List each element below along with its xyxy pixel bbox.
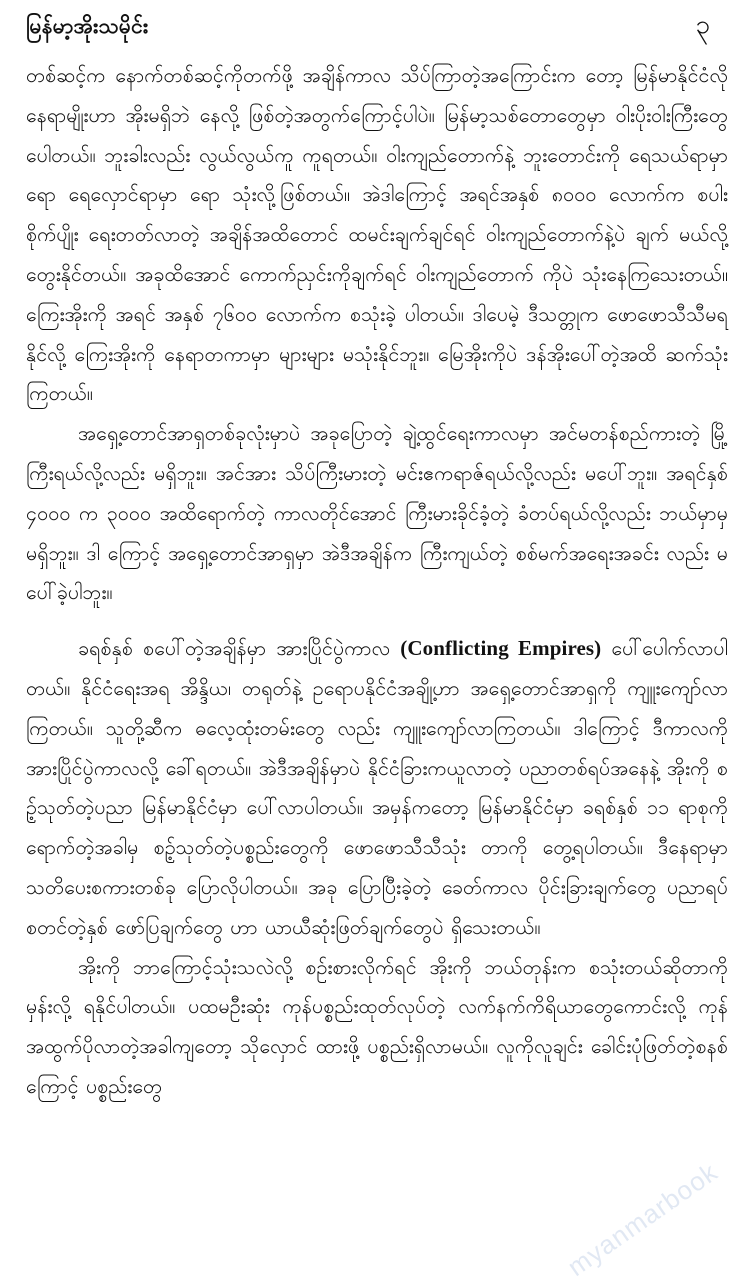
watermark: myanmarbook	[562, 1156, 724, 1282]
paragraph-text: ခရစ်နှစ် စပေါ်တဲ့အချိန်မှာ အားပြိုင်ပွဲကာလ	[78, 637, 401, 661]
body-text	[26, 56, 728, 1107]
paragraph: အိုးကို ဘာကြောင့်သုံးသလဲလို့ စဥ်းစားလိုက်ရင် အိုးကို ဘယ်တုန်းက စသုံးတယ်ဆိုတာကို မှန်းလို့ ရနိုင်ပါတယ်။ ပထမဦးဆုံး ကုန်ပစ္စည်းထုတ်လုပ်တဲ့ လက်နက်ကိရိယာတွေကောင်းလို့ ကုန်အထွက်ပိုလာတဲ့အခါကျတော့ သိုလှောင် ထားဖို့ ပစ္စည်းရှိလာမယ်။ လူကိုလူချင်း ခေါင်းပုံဖြတ်တဲ့စနစ်ကြောင့် ပစ္စည်းတွေ	[26, 955, 728, 1098]
paragraph-text: ပေါ်ပေါက်လာပါတယ်။ နိုင်ငံရေးအရ အိန္ဒိယ၊ တရုတ်နဲ့ ဥရောပနိုင်ငံအချို့ဟာ အရှေ့တောင်အာရှကို ကျူးကျော်လာကြတယ်။ သူတို့ဆီက ဓလေ့ထုံးတမ်းတွေ လည်း ကျူးကျော်လာကြတယ်။ ဒါကြောင့် ဒီကာလကို အားပြိုင်ပွဲကာလလို့ ခေါ်ရတယ်။ အဲဒီအချိန်မှာပဲ နိုင်ငံခြားကယူလာတဲ့ ပညာတစ်ရပ်အနေနဲ့ အိုးကို စဥ့်သုတ်တဲ့ပညာ မြန်မာနိုင်ငံမှာ ပေါ်လာပါတယ်။ အမှန်ကတော့ မြန်မာနိုင်ငံမှာ ခရစ်နှစ် ၁၁ ရာစုကို ရောက်တဲ့အခါမှ စဥ့်သုတ်တဲ့ပစ္စည်းတွေကို ဖောဖောသီသီသုံး တာကို တွေ့ရပါတယ်။ ဒီနေရာမှာ သတိပေးစကားတစ်ခု ပြောလိုပါတယ်။ အခု ပြောပြီးခဲ့တဲ့ ခေတ်ကာလ ပိုင်းခြားချက်တွေ ပညာရပ်စတင်တဲ့နှစ် ဖော်ပြချက်တွေ ဟာ ယာယီဆုံးဖြတ်ချက်တွေပဲ ရှိသေးတယ်။	[26, 637, 729, 939]
latin-term: (Conflicting Empires)	[400, 636, 602, 661]
paragraph	[26, 629, 728, 947]
page-header	[26, 10, 728, 56]
running-head: မြန်မာ့အိုးသမိုင်း	[26, 14, 149, 38]
paragraph: အရှေ့တောင်အာရှတစ်ခုလုံးမှာပဲ အခုပြောတဲ့ ချဲ့ထွင်ရေးကာလမှာ အင်မတန်စည်ကားတဲ့ မြို့ကြီးရယ်လို့လည်း မရှိဘူး။ အင်အား သိပ်ကြီးမားတဲ့ မင်းဧကရာဇ်ရယ်လို့လည်း မပေါ်ဘူး။ အရင်နှစ် ၄၀၀၀ က ၃၀၀၀ အထိရောက်တဲ့ ကာလတိုင်အောင် ကြီးမားခိုင်ခံ့တဲ့ ခံတပ်ရယ်လို့လည်း ဘယ်မှာမှ မရှိဘူး။ ဒါ ကြောင့် အရှေ့တောင်အာရှမှာ အဲဒီအချိန်က ကြီးကျယ်တဲ့ စစ်မက်အရေးအခင်း လည်း မပေါ်ခဲ့ပါဘူး။	[26, 422, 728, 605]
page-number: ၃	[695, 10, 710, 40]
paragraph: တစ်ဆင့်က နောက်တစ်ဆင့်ကိုတက်ဖို့ အချိန်ကာလ သိပ်ကြာတဲ့အကြောင်းက တော့ မြန်မာနိုင်ငံလို နေရာမျိုးဟာ အိုးမရှိဘဲ နေလို့ ဖြစ်တဲ့အတွက်ကြောင့်ပါပဲ။ မြန်မာ့သစ်တောတွေမှာ ဝါးပိုးဝါးကြီးတွေ ပေါတယ်။ ဘူးခါးလည်း လွယ်လွယ်ကူ ကူရတယ်။ ဝါးကျည်တောက်နဲ့ ဘူးတောင်းကို ရေသယ်ရာမှာရော ရေလှောင်ရာမှာ ရော သုံးလို့ဖြစ်တယ်။ အဲဒါကြောင့် အရင်အနှစ် ၈၀၀၀ လောက်က စပါးစိုက်ပျိုး ရေးတတ်လာတဲ့ အချိန်အထိတောင် ထမင်းချက်ချင်ရင် ဝါးကျည်တောက်နဲ့ပဲ ချက် မယ်လို့ တွေးနိုင်တယ်။ အခုထိအောင် ကောက်ညှင်းကိုချက်ရင် ဝါးကျည်တောက် ကိုပဲ သုံးနေကြသေးတယ်။ ကြေးအိုးကို အရင် အနှစ် ၇၆၀၀ လောက်က စသုံးခဲ့ ပါတယ်။ ဒါပေမဲ့ ဒီသတ္တုက ဖောဖောသီသီမရနိုင်လို့ ကြေးအိုးကို နေရာတကာမှာ များများ မသုံးနိုင်ဘူး။ မြေအိုးကိုပဲ ဒန်အိုးပေါ်တဲ့အထိ ဆက်သုံးကြတယ်။	[26, 64, 728, 406]
